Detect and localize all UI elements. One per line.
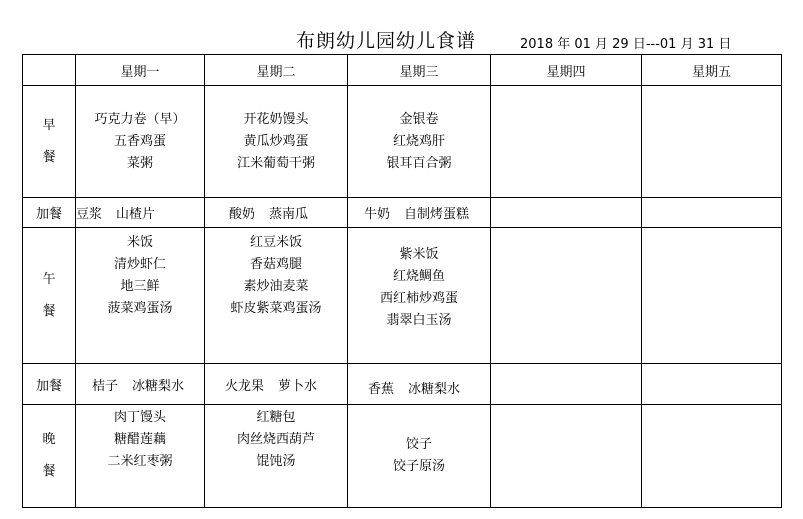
menu-item: 冰糖梨水 <box>132 378 185 394</box>
menu-item: 素炒油麦菜 <box>243 279 309 294</box>
menu-item: 肉丝烧西葫芦 <box>236 432 315 447</box>
menu-item: 馄饨汤 <box>256 454 296 469</box>
lunch-label: 午 餐 <box>23 228 76 364</box>
afternoon-snack-tuesday <box>205 364 348 405</box>
menu-item: 菠菜鸡蛋汤 <box>107 301 173 316</box>
day-header-friday: 星期五 <box>642 55 782 86</box>
morning-snack-wednesday <box>348 198 491 228</box>
menu-item: 银耳百合粥 <box>386 155 452 171</box>
menu-item: 酸奶 <box>229 207 256 222</box>
header-row <box>23 55 782 86</box>
menu-item: 翡翠白玉汤 <box>386 313 452 328</box>
menu-item: 蒸南瓜 <box>269 207 309 222</box>
afternoon-snack-label: 加餐 <box>23 364 76 405</box>
afternoon-snack-row <box>23 364 782 405</box>
menu-item: 巧克力卷（早） <box>94 111 186 127</box>
date-range: 2018 年 01 月 29 日---01 月 31 日 <box>520 37 732 52</box>
breakfast-thursday <box>491 86 642 198</box>
lunch-thursday <box>491 228 642 364</box>
morning-snack-monday <box>76 198 205 228</box>
menu-item: 五香鸡蛋 <box>113 133 166 149</box>
menu-item: 自制烤蛋糕 <box>404 207 470 222</box>
breakfast-label: 早 餐 <box>23 86 76 198</box>
menu-item: 香菇鸡腿 <box>249 257 302 272</box>
menu-item: 西红柿炒鸡蛋 <box>379 291 458 306</box>
breakfast-friday <box>642 86 782 198</box>
menu-item: 饺子原汤 <box>392 459 445 474</box>
menu-item: 豆浆 <box>76 207 103 222</box>
breakfast-tuesday <box>205 86 348 198</box>
dinner-label: 晚 餐 <box>23 405 76 508</box>
dinner-thursday <box>491 405 642 508</box>
menu-item: 米饭 <box>126 235 153 250</box>
menu-item: 地三鲜 <box>120 279 160 294</box>
corner-cell <box>23 55 76 86</box>
lunch-monday <box>76 228 205 364</box>
morning-snack-row <box>23 198 782 228</box>
dinner-monday <box>76 405 205 508</box>
afternoon-snack-monday <box>76 364 205 405</box>
menu-item: 红烧鲷鱼 <box>392 269 445 284</box>
menu-item: 香蕉 <box>368 381 395 397</box>
menu-item: 火龙果 <box>225 378 265 394</box>
menu-item: 黄瓜炒鸡蛋 <box>243 133 309 149</box>
morning-snack-thursday <box>491 198 642 228</box>
menu-item: 虾皮紫菜鸡蛋汤 <box>230 301 322 316</box>
morning-snack-friday <box>642 198 782 228</box>
menu-item: 开花奶馒头 <box>243 111 309 127</box>
page-title: 布朗幼儿园幼儿食谱 <box>296 30 477 52</box>
day-header-monday: 星期一 <box>76 55 205 86</box>
menu-item: 冰糖梨水 <box>408 381 461 397</box>
menu-item: 金银卷 <box>399 111 439 127</box>
menu-table <box>22 54 782 508</box>
afternoon-snack-thursday <box>491 364 642 405</box>
day-header-thursday: 星期四 <box>491 55 642 86</box>
menu-item: 紫米饭 <box>399 247 439 262</box>
breakfast-wednesday <box>348 86 491 198</box>
lunch-row <box>23 228 782 364</box>
lunch-friday <box>642 228 782 364</box>
menu-item: 江米葡萄干粥 <box>236 155 315 171</box>
menu-item: 菜粥 <box>126 155 153 171</box>
afternoon-snack-friday <box>642 364 782 405</box>
lunch-tuesday <box>205 228 348 364</box>
menu-item: 二米红枣粥 <box>107 454 173 469</box>
breakfast-monday <box>76 86 205 198</box>
menu-item: 红烧鸡肝 <box>392 133 445 149</box>
menu-item: 饺子 <box>405 437 432 452</box>
dinner-tuesday <box>205 405 348 508</box>
dinner-wednesday <box>348 405 491 508</box>
menu-item: 红糖包 <box>256 410 296 425</box>
menu-item: 红豆米饭 <box>249 235 302 250</box>
day-header-wednesday: 星期三 <box>348 55 491 86</box>
dinner-friday <box>642 405 782 508</box>
menu-item: 糖醋莲藕 <box>113 432 166 447</box>
afternoon-snack-wednesday <box>348 364 491 405</box>
dinner-row <box>23 405 782 508</box>
menu-item: 牛奶 <box>364 207 391 222</box>
breakfast-row <box>23 86 782 198</box>
day-header-tuesday: 星期二 <box>205 55 348 86</box>
morning-snack-tuesday <box>205 198 348 228</box>
menu-item: 萝卜水 <box>278 378 318 394</box>
menu-item: 清炒虾仁 <box>113 257 166 272</box>
menu-item: 肉丁馒头 <box>113 410 166 425</box>
menu-item: 桔子 <box>92 378 119 394</box>
morning-snack-label: 加餐 <box>23 198 76 228</box>
menu-item: 山楂片 <box>116 207 156 222</box>
lunch-wednesday <box>348 228 491 364</box>
